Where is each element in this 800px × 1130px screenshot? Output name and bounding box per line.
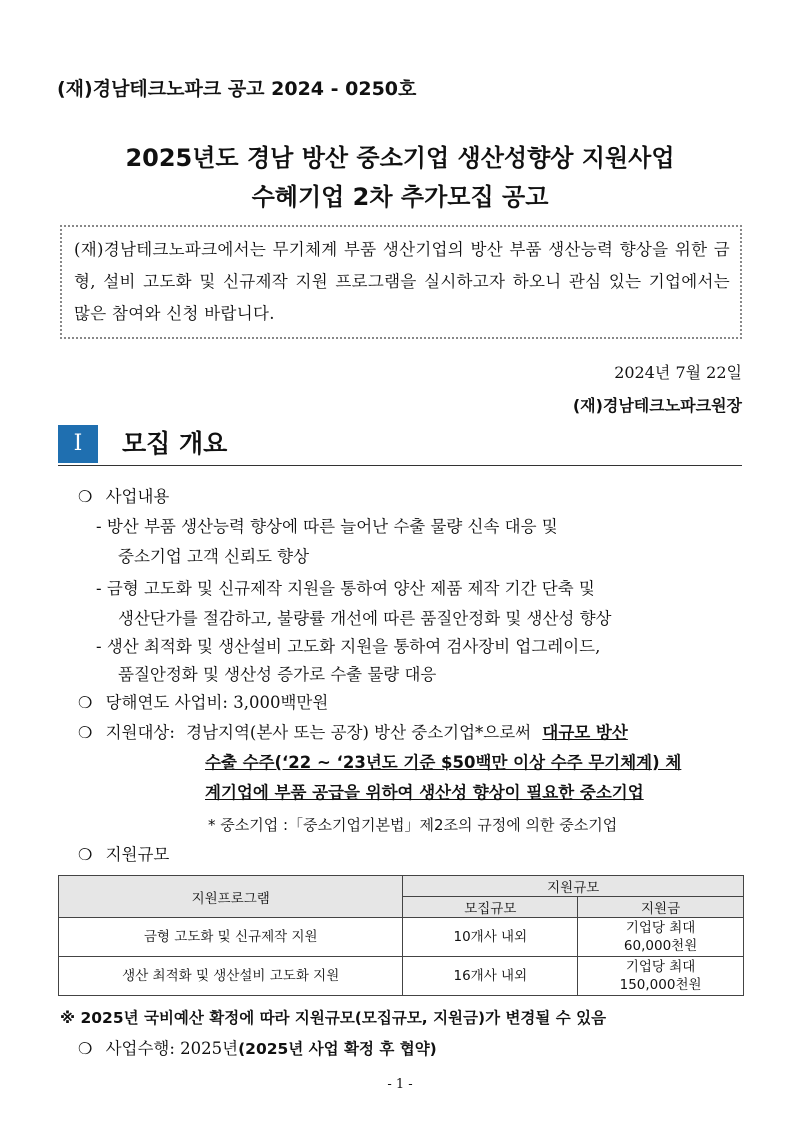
support-scale-table (58, 875, 744, 996)
announcement-date: 2024년 7월 22일 (614, 363, 742, 382)
amount-cell (578, 957, 744, 996)
program-cell: 생산 최적화 및 생산설비 고도화 지원 (59, 957, 403, 996)
amount-cell (578, 918, 744, 957)
bullet-circle-icon: ❍ (78, 693, 93, 712)
page-number: - 1 - (387, 1077, 413, 1092)
target-footnote: * 중소기업 :「중소기업기본법」제2조의 규정에 의한 중소기업 (208, 816, 618, 834)
bullet-circle-icon: ❍ (78, 487, 93, 506)
bullet-circle-icon: ❍ (78, 1039, 93, 1058)
bullet-budget (78, 688, 328, 718)
amount-line1: 기업당 최대 (625, 959, 696, 975)
announcement-number: (재)경남테크노파크 공고 2024 - 0250호 (57, 78, 417, 100)
business-item-2-line1: - 금형 고도화 및 신규제작 지원을 통하여 양산 제품 제작 기간 단축 및 (96, 579, 595, 598)
header-scale: 지원규모 (403, 876, 744, 897)
section-number-badge: I (58, 425, 98, 463)
business-item-3-line1: - 생산 최적화 및 생산설비 고도화 지원을 통하여 검사장비 업그레이드, (96, 637, 601, 656)
section-title: 모집 개요 (122, 429, 228, 458)
header-amount: 지원금 (578, 897, 744, 918)
page-title-line1: 2025년도 경남 방산 중소기업 생산성향상 지원사업 (125, 144, 675, 172)
intro-text: (재)경남테크노파크에서는 무기체계 부품 생산기업의 방산 부품 생산능력 향상을 위한 금형, 설비 고도화 및 신규제작 지원 프로그램을 실시하고자 하오니 관심 있는 기업에서는 많은 참여와 신청 바랍니다. (74, 240, 730, 323)
target-text: 경남지역(본사 또는 공장) 방산 중소기업*으로써 (186, 723, 532, 742)
header-recruit: 모집규모 (403, 897, 578, 918)
header-program: 지원프로그램 (59, 876, 403, 918)
recruit-cell: 16개사 내외 (403, 957, 578, 996)
target-label: 지원대상: (105, 723, 175, 742)
budget-text: 당해연도 사업비: 3,000백만원 (105, 693, 329, 712)
intro-box (60, 225, 742, 339)
page-title-line2: 수혜기업 2차 추가모집 공고 (251, 183, 549, 211)
amount-line1: 기업당 최대 (625, 920, 696, 936)
table-row (59, 957, 744, 996)
bullet-circle-icon: ❍ (78, 723, 93, 742)
amount-line2: 150,000천원 (619, 977, 702, 993)
scale-label: 지원규모 (105, 845, 170, 864)
business-item-2-line2: 생산단가를 절감하고, 불량률 개선에 따른 품질안정화 및 생산성 향상 (118, 609, 612, 628)
bullet-business (78, 482, 169, 512)
bullet-circle-icon: ❍ (78, 845, 93, 864)
table-row (59, 918, 744, 957)
business-item-1-line1: - 방산 부품 생산능력 향상에 따른 늘어난 수출 물량 신속 대응 및 (96, 517, 558, 536)
bullet-target (78, 718, 628, 748)
budget-change-notice: ※ 2025년 국비예산 확정에 따라 지원규모(모집규모, 지원금)가 변경될 수 있음 (60, 1009, 607, 1027)
amount-line2: 60,000천원 (623, 938, 698, 954)
section-divider (58, 465, 742, 466)
recruit-cell: 10개사 내외 (403, 918, 578, 957)
business-item-3-line2: 품질안정화 및 생산성 증가로 수출 물량 대응 (118, 665, 437, 684)
target-condition-3: 계기업에 부품 공급을 위하여 생산성 향상이 필요한 중소기업 (205, 783, 644, 802)
issuer-name: (재)경남테크노파크원장 (572, 396, 742, 415)
execution-text: 사업수행: 2025년 (105, 1039, 239, 1058)
bullet-scale (78, 840, 169, 870)
bullet-execution (78, 1034, 437, 1064)
target-condition-1: 대규모 방산 (542, 723, 628, 742)
program-cell: 금형 고도화 및 신규제작 지원 (59, 918, 403, 957)
target-condition-2: 수출 수주(‘22 ~ ‘23년도 기준 $50백만 이상 수주 무기체계) 체 (205, 753, 682, 772)
execution-condition: (2025년 사업 확정 후 협약) (238, 1040, 437, 1058)
bullet-business-label: 사업내용 (105, 487, 170, 506)
business-item-1-line2: 중소기업 고객 신뢰도 향상 (118, 547, 310, 566)
